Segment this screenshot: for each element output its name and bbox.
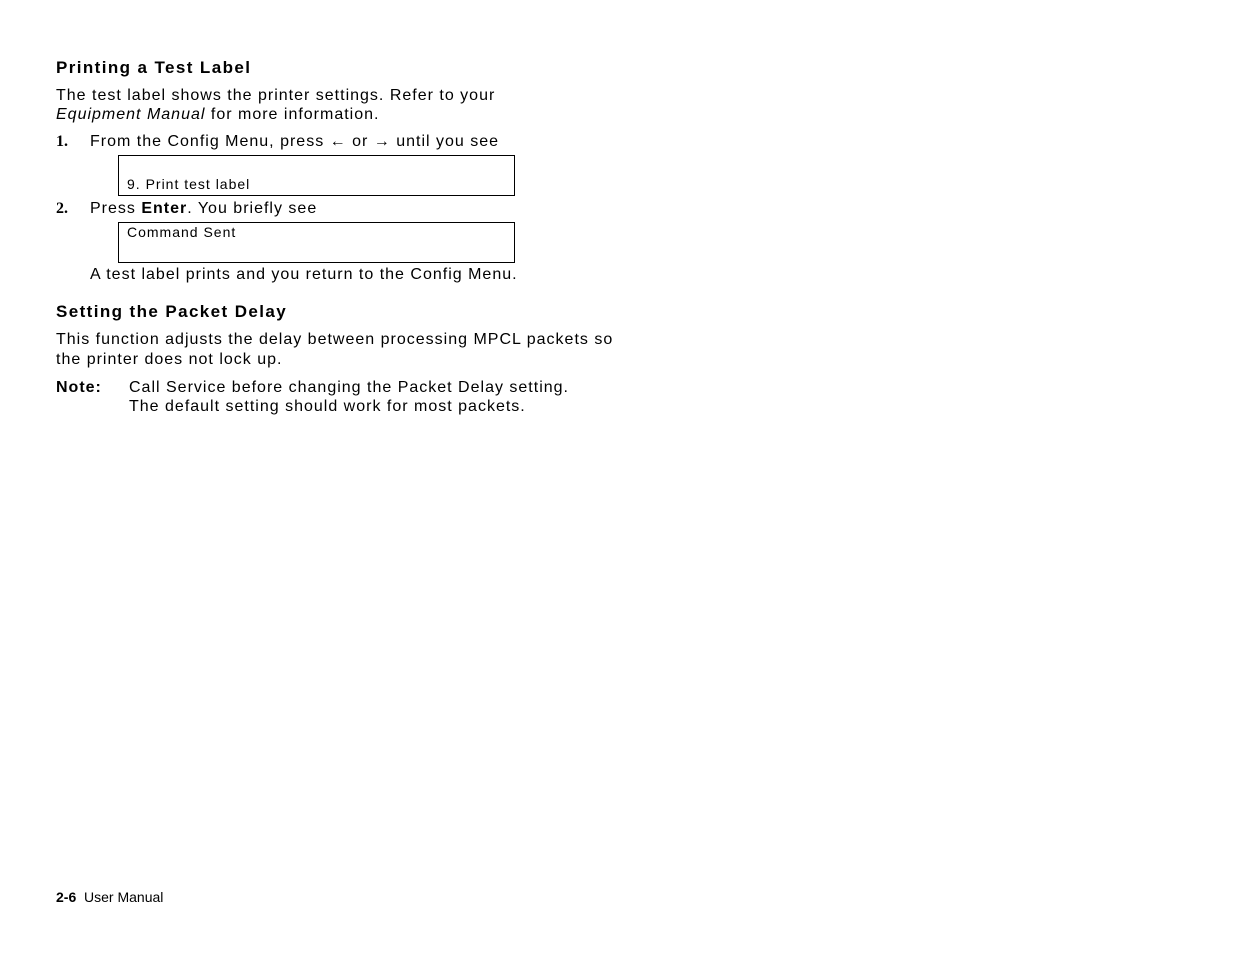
step-1-text [90,132,499,152]
note-label: Note: [56,379,102,396]
page-footer [56,889,163,905]
display-text: 9. Print test label [127,176,251,192]
enter-key-label: Enter [141,200,188,217]
note-line1: Call Service before changing the Packet Delay setting. [129,379,569,396]
step-2-result: A test label prints and you return to the Config Menu. [90,266,518,283]
display-text: Command Sent [127,224,237,240]
equipment-manual-reference: Equipment Manual [56,106,206,123]
step-number-1: 1. [56,133,68,150]
step-2-text [90,199,317,219]
intro-line2-rest: for more information. [205,106,380,123]
display-box-print-test-label [118,155,515,196]
section-heading-packet-delay: Setting the Packet Delay [56,302,288,321]
section2-intro-line2: the printer does not lock up. [56,351,283,368]
note-line2: The default setting should work for most packets. [129,398,526,415]
section2-intro-line1: This function adjusts the delay between processing MPCL packets so [56,331,614,348]
left-arrow-icon: ← [329,133,347,150]
section-heading-test-label: Printing a Test Label [56,58,252,77]
step-number-2: 2. [56,200,68,217]
step-1-text-after: until you see [390,133,500,150]
page-number: 2-6 [56,889,77,905]
footer-title: User Manual [84,889,164,905]
section-intro-line2 [56,105,379,125]
step-2-text-before: Press [90,200,142,217]
step-1-text-before: From the Config Menu, press [90,133,330,150]
step-2-text-after: . You briefly see [187,200,318,217]
right-arrow-icon: → [373,133,391,150]
display-box-command-sent [118,222,515,263]
step-1-text-or: or [346,133,374,150]
section-intro-line1: The test label shows the printer settings. Refer to your [56,87,496,104]
